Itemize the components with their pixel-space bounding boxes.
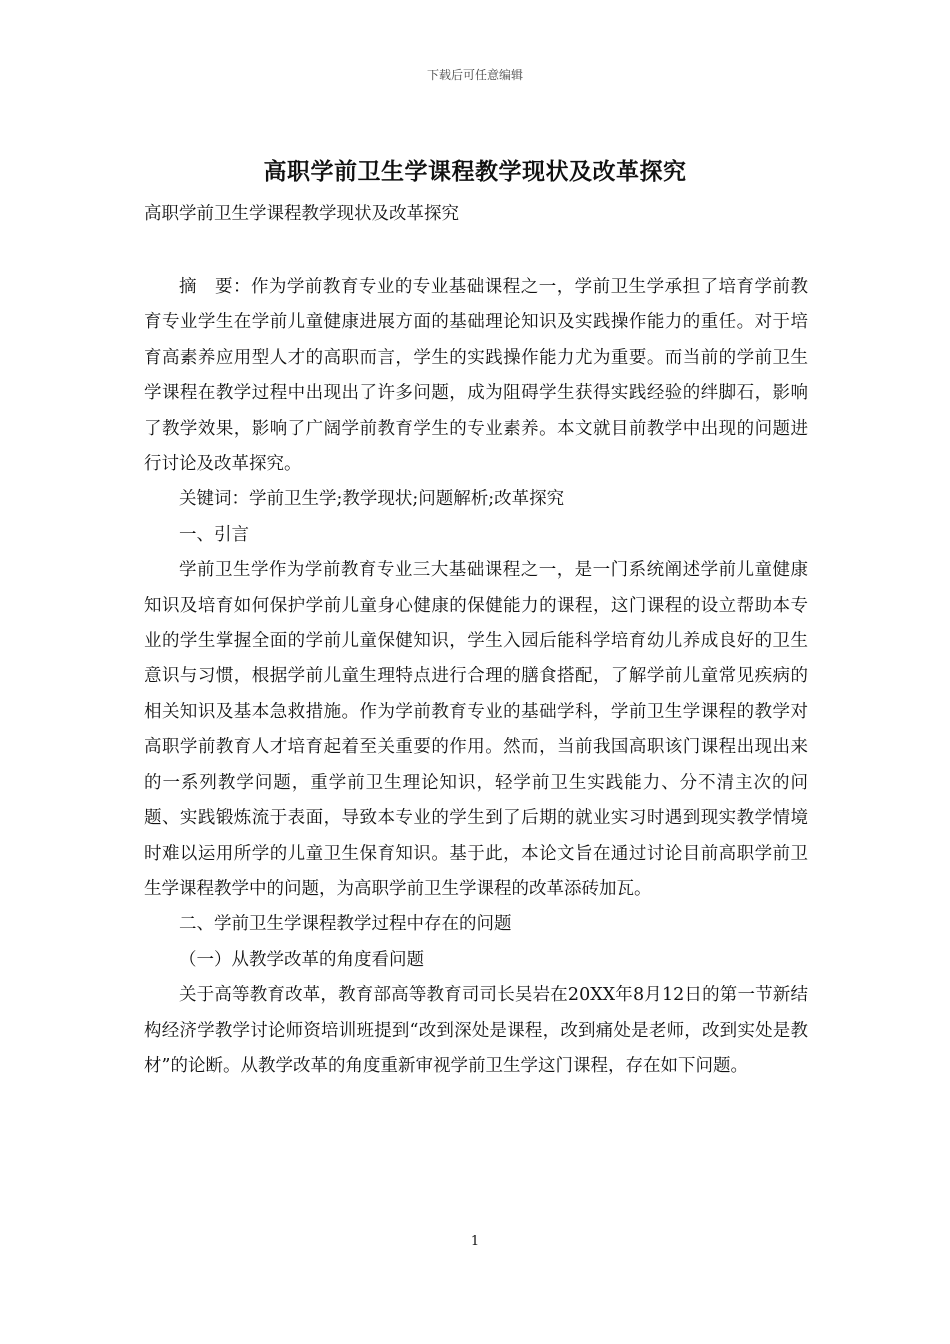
document-title: 高职学前卫生学课程教学现状及改革探究	[263, 158, 687, 185]
section-heading-problems: 二、学前卫生学课程教学过程中存在的问题	[179, 914, 512, 935]
section-heading-introduction: 一、引言	[179, 524, 249, 545]
introduction-paragraph: 学前卫生学作为学前教育专业三大基础课程之一，是一门系统阐述学前儿童健康知识及培育如何保护学前儿童身心健康的保健能力的课程，这门课程的设立帮助本专业的学生掌握全面的学前儿童保健知识，学生入园后能科学培育幼儿养成良好的卫生意识与习惯，根据学前儿童生理特点进行合理的膳食搭配，了解学前儿童常见疾病的相关知识及基本急救措施。作为学前教育专业的基础学科，学前卫生学课程的教学对高职学前教育人才培育起着至关重要的作用。然而，当前我国高职该门课程出现出来的一系列教学问题，重学前卫生理论知识，轻学前卫生实践能力、分不清主次的问题、实践锻炼流于表面，导致本专业的学生到了后期的就业实习时遇到现实教学情境时难以运用所学的儿童卫生保育知识。基于此，本论文旨在通过讨论目前高职学前卫生学课程教学中的问题，为高职学前卫生学课程的改革添砖加瓦。	[144, 560, 808, 899]
page-number: 1	[470, 1234, 480, 1249]
document-body	[144, 270, 808, 1084]
document-subtitle: 高职学前卫生学课程教学现状及改革探究	[144, 204, 459, 224]
abstract-paragraph: 摘 要：作为学前教育专业的专业基础课程之一，学前卫生学承担了培育学前教育专业学生在学前儿童健康进展方面的基础理论知识及实践操作能力的重任。对于培育高素养应用型人才的高职而言，学生的实践操作能力尤为重要。而当前的学前卫生学课程在教学过程中出现出了许多问题，成为阻碍学生获得实践经验的绊脚石，影响了教学效果，影响了广阔学前教育学生的专业素养。本文就目前教学中出现的问题进行讨论及改革探究。	[144, 277, 808, 475]
page-header-note: 下载后可任意编辑	[426, 68, 523, 82]
keywords-paragraph: 关键词：学前卫生学;教学现状;问题解析;改革探究	[179, 489, 565, 510]
subsection-heading-reform: （一）从教学改革的角度看问题	[179, 949, 424, 970]
reform-paragraph: 关于高等教育改革，教育部高等教育司司长吴岩在20XX年8月12日的第一节新结构经济学教学讨论师资培训班提到“改到深处是课程，改到痛处是老师，改到实处是教材”的论断。从教学改革的角度重新审视学前卫生学这门课程，存在如下问题。	[144, 985, 808, 1076]
